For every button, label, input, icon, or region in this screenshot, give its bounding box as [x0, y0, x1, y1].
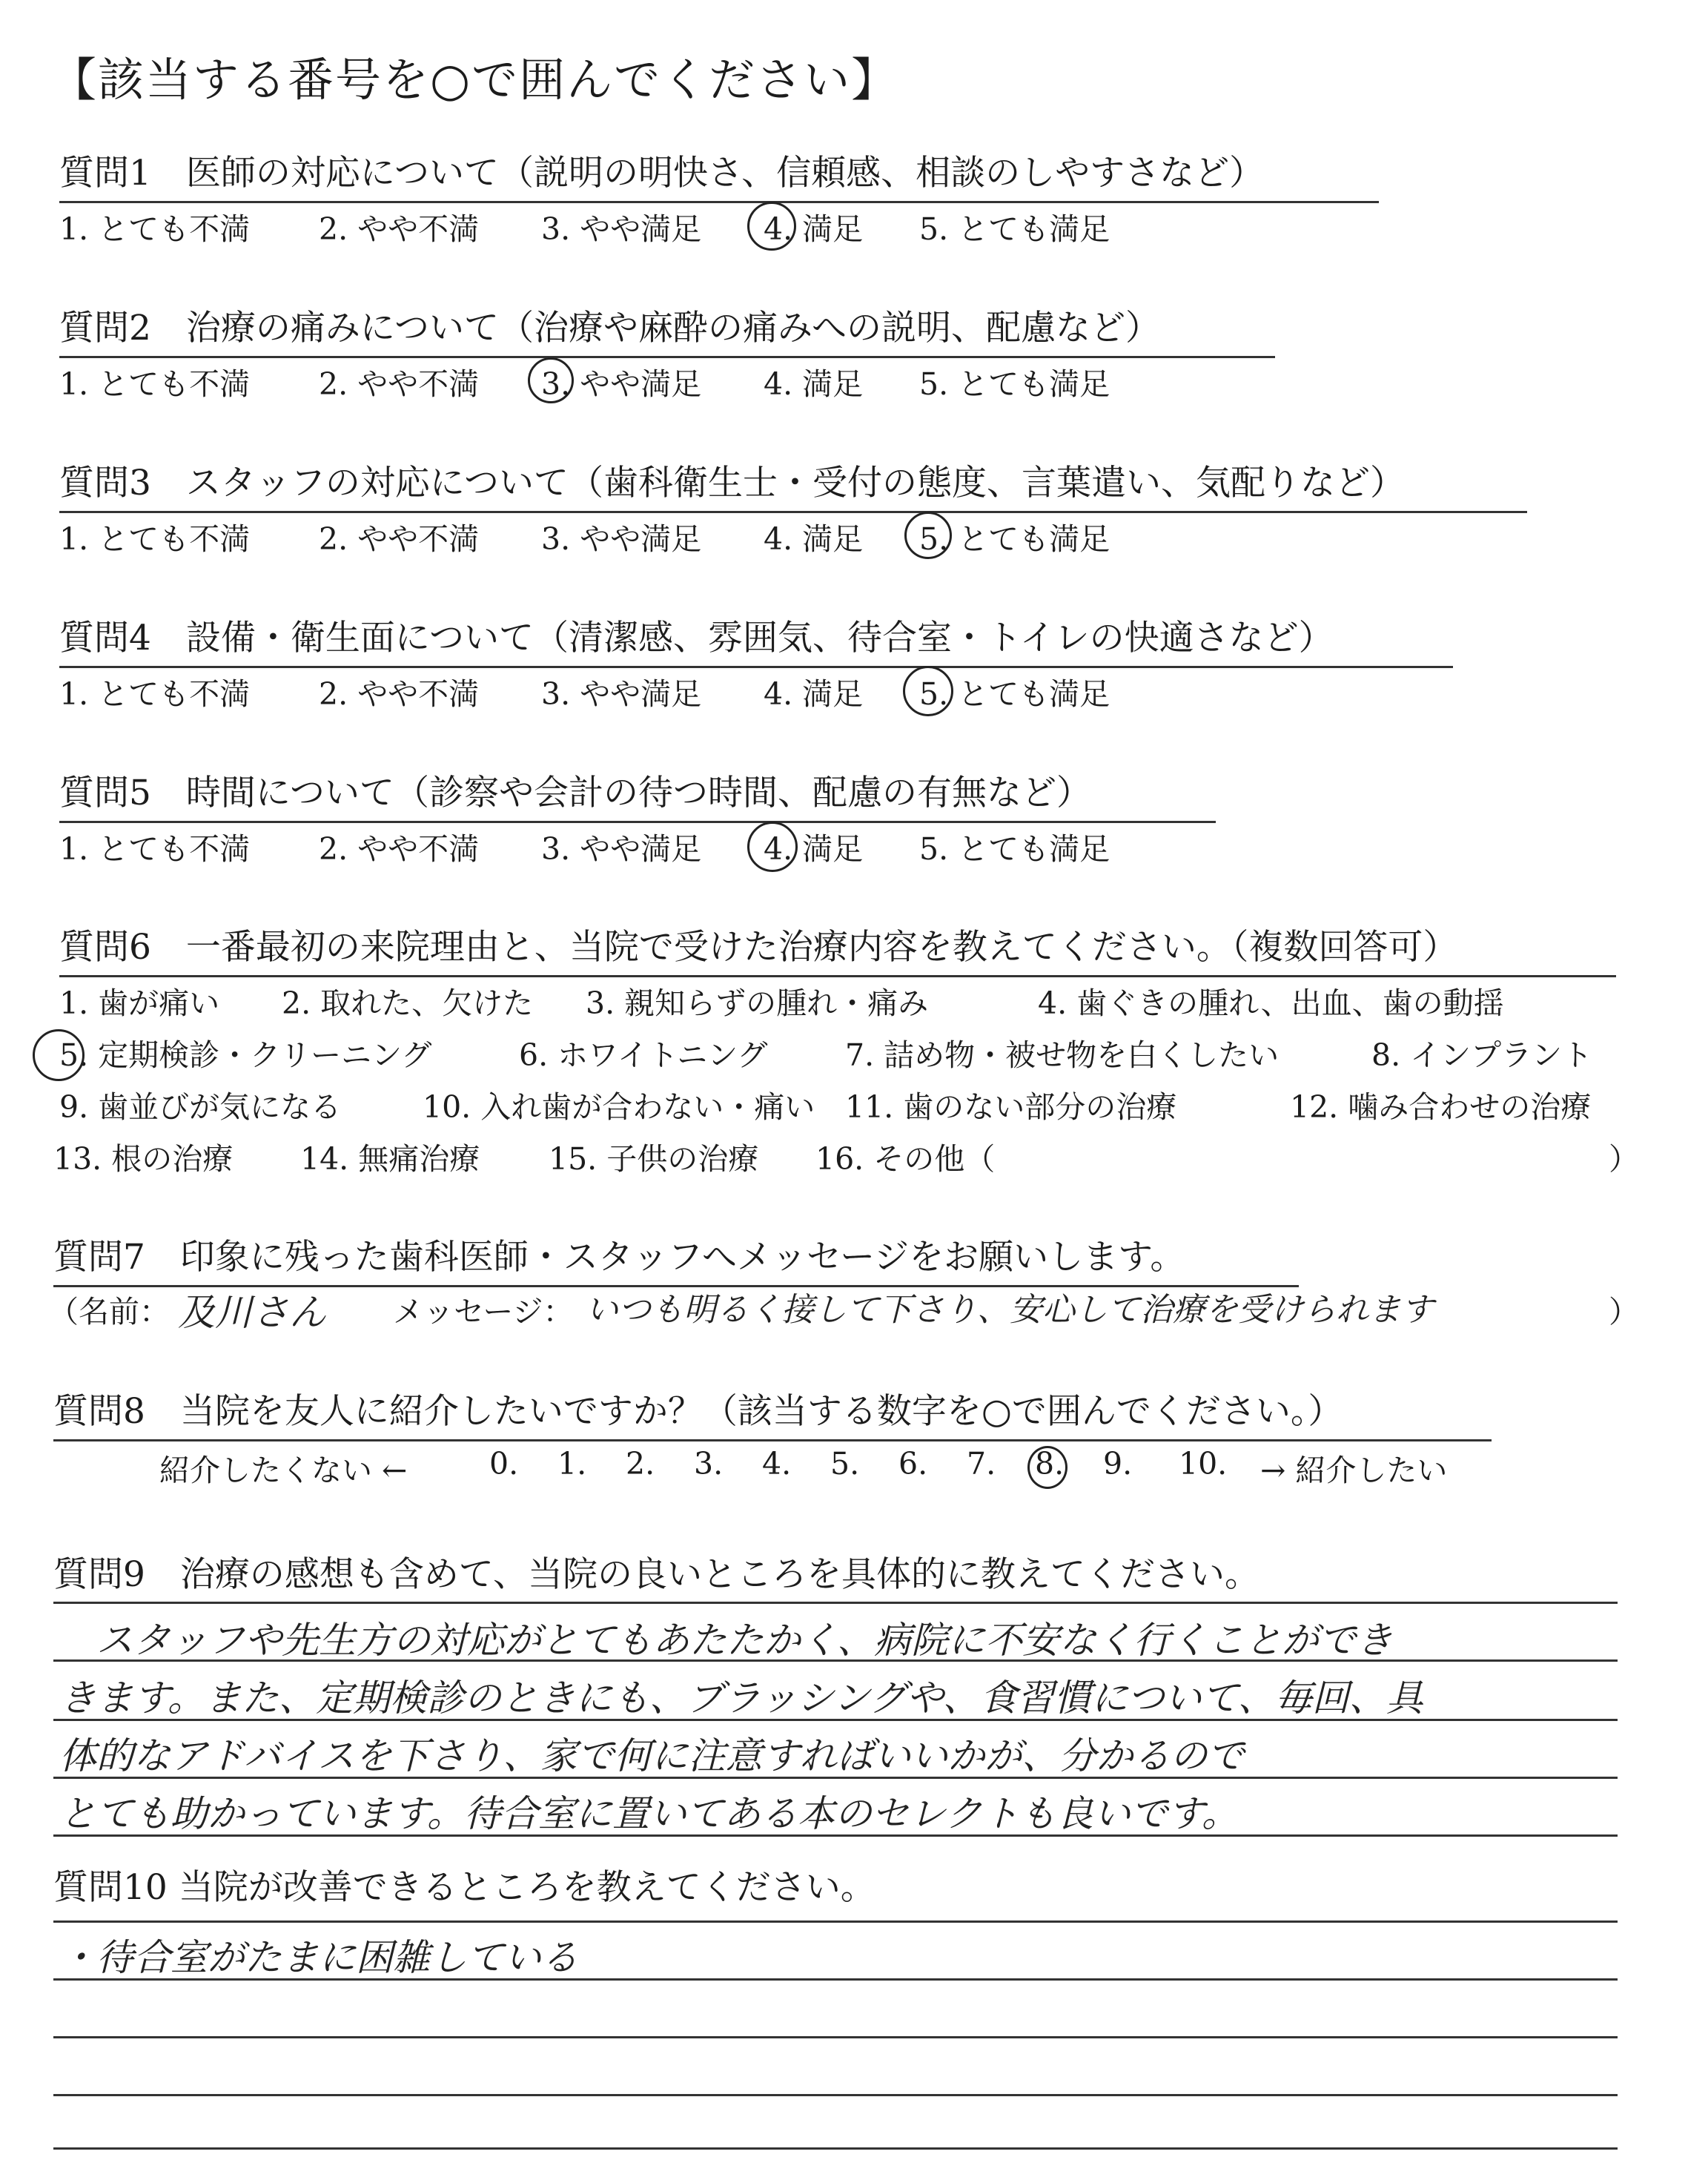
q1-option-3[interactable]: 3. やや満足	[541, 211, 702, 247]
q6-option-11[interactable]: 11. 歯のない部分の治療	[845, 1089, 1177, 1125]
question-1: 質問1 医師の対応について（説明の明快さ、信頼感、相談のしやすさなど）	[59, 145, 1379, 203]
q7-name-value[interactable]: 及川さん	[178, 1291, 326, 1334]
q1-option-1[interactable]: 1. とても不満	[59, 211, 251, 247]
q2-option-3[interactable]: 3. やや満足	[541, 366, 702, 402]
q6-option-10[interactable]: 10. 入れ歯が合わない・痛い	[423, 1089, 815, 1125]
q8-number-2[interactable]: 2.	[626, 1446, 655, 1482]
q3-option-5[interactable]: 5. とても満足	[919, 521, 1110, 557]
q2-option-1[interactable]: 1. とても不満	[59, 366, 251, 402]
q9-rule-4	[53, 1777, 1618, 1779]
q10-line-1[interactable]: ・待合室がたまに困雑している	[59, 1936, 578, 1979]
q5-option-4[interactable]: 4. 満足	[764, 831, 864, 867]
q6-option-12[interactable]: 12. 噛み合わせの治療	[1290, 1089, 1592, 1125]
q2-option-5[interactable]: 5. とても満足	[919, 366, 1110, 402]
q3-option-3[interactable]: 3. やや満足	[541, 521, 702, 557]
q10-rule-5	[53, 2147, 1618, 2150]
q5-option-2[interactable]: 2. やや不満	[319, 831, 480, 867]
q6-other-close-paren: ）	[1609, 1141, 1639, 1177]
q10-rule-2	[53, 1978, 1618, 1981]
q6-option-4[interactable]: 4. 歯ぐきの腫れ、出血、歯の動揺	[1038, 985, 1504, 1021]
q8-number-5[interactable]: 5.	[830, 1446, 860, 1482]
q1-option-2[interactable]: 2. やや不満	[319, 211, 480, 247]
q8-number-3[interactable]: 3.	[694, 1446, 724, 1482]
question-5: 質問5 時間について（診察や会計の待つ時間、配慮の有無など）	[59, 765, 1216, 823]
q3-answer-circle	[904, 512, 952, 559]
q3-option-4[interactable]: 4. 満足	[764, 521, 864, 557]
q9-rule-3	[53, 1719, 1618, 1721]
q9-line-2[interactable]: きます。また、定期検診のときにも、ブラッシングや、食習慣について、毎回、具	[59, 1677, 1423, 1720]
q7-message-value[interactable]: いつも明るく接して下さり、安心して治療を受けられます	[586, 1291, 1434, 1329]
q4-option-3[interactable]: 3. やや満足	[541, 676, 702, 712]
q4-option-2[interactable]: 2. やや不満	[319, 676, 480, 712]
q6-option-5[interactable]: 5. 定期検診・クリーニング	[59, 1037, 432, 1073]
q8-right-label: → 紹介したい	[1260, 1453, 1448, 1488]
q5-option-1[interactable]: 1. とても不満	[59, 831, 251, 867]
page-title: 【該当する番号を○で囲んでください】	[50, 53, 899, 107]
q6-option-7[interactable]: 7. 詰め物・被せ物を白くしたい	[845, 1037, 1280, 1073]
q8-left-label: 紹介したくない ←	[159, 1453, 408, 1488]
q8-number-1[interactable]: 1.	[557, 1446, 587, 1482]
q9-line-1[interactable]: スタッフや先生方の対応がとてもあたたかく、病院に不安なく行くことができ	[96, 1619, 1393, 1662]
question-2: 質問2 治療の痛みについて（治療や麻酔の痛みへの説明、配慮など）	[59, 300, 1275, 358]
question-6: 質問6 一番最初の来院理由と、当院で受けた治療内容を教えてください。（複数回答可）	[59, 919, 1616, 977]
q8-number-10[interactable]: 10.	[1179, 1446, 1228, 1482]
q10-rule-3	[53, 2036, 1618, 2038]
question-10: 質問10 当院が改善できるところを教えてください。	[53, 1867, 875, 1908]
q7-message-label: メッセージ：	[393, 1294, 574, 1330]
q8-number-7[interactable]: 7.	[967, 1446, 996, 1482]
q7-close-paren: ）	[1609, 1294, 1639, 1330]
q7-name-label: （名前：	[48, 1294, 170, 1330]
q8-number-9[interactable]: 9.	[1103, 1446, 1133, 1482]
q6-option-8[interactable]: 8. インプラント	[1371, 1037, 1593, 1073]
q9-line-3[interactable]: 体的なアドバイスを下さり、家で何に注意すればいいかが、分かるので	[59, 1734, 1245, 1777]
q8-number-4[interactable]: 4.	[762, 1446, 792, 1482]
q6-option-6[interactable]: 6. ホワイトニング	[519, 1037, 768, 1073]
q6-option-13[interactable]: 13. 根の治療	[53, 1141, 234, 1177]
question-9: 質問9 治療の感想も含めて、当院の良いところを具体的に教えてください。	[53, 1554, 1260, 1595]
q5-option-5[interactable]: 5. とても満足	[919, 831, 1110, 867]
q9-rule-1	[53, 1602, 1618, 1604]
q10-rule-1	[53, 1920, 1618, 1923]
q6-option-15[interactable]: 15. 子供の治療	[549, 1141, 759, 1177]
q9-line-4[interactable]: とても助かっています。待合室に置いてある本のセレクトも良いです。	[59, 1792, 1239, 1835]
q4-option-1[interactable]: 1. とても不満	[59, 676, 251, 712]
question-7: 質問7 印象に残った歯科医師・スタッフへメッセージをお願いします。	[53, 1229, 1299, 1287]
q1-option-5[interactable]: 5. とても満足	[919, 211, 1110, 247]
q2-answer-circle	[528, 357, 574, 403]
q6-option-1[interactable]: 1. 歯が痛い	[59, 985, 220, 1021]
q2-option-2[interactable]: 2. やや不満	[319, 366, 480, 402]
question-8: 質問8 当院を友人に紹介したいですか？（該当する数字を○で囲んでください。）	[53, 1384, 1492, 1441]
q3-option-2[interactable]: 2. やや不満	[319, 521, 480, 557]
q1-answer-circle	[747, 202, 796, 251]
q9-rule-2	[53, 1659, 1618, 1662]
q2-option-4[interactable]: 4. 満足	[764, 366, 864, 402]
q5-answer-circle	[747, 822, 798, 872]
q9-rule-5	[53, 1834, 1618, 1837]
q8-number-6[interactable]: 6.	[898, 1446, 928, 1482]
question-3: 質問3 スタッフの対応について（歯科衛生士・受付の態度、言葉遣い、気配りなど）	[59, 455, 1527, 513]
q6-answer-circle	[33, 1029, 85, 1081]
q6-option-2[interactable]: 2. 取れた、欠けた	[282, 985, 534, 1021]
q8-number-0[interactable]: 0.	[489, 1446, 519, 1482]
q4-answer-circle	[903, 666, 953, 716]
q5-option-3[interactable]: 3. やや満足	[541, 831, 702, 867]
q1-option-4[interactable]: 4. 満足	[764, 211, 864, 247]
q3-option-1[interactable]: 1. とても不満	[59, 521, 251, 557]
q10-rule-4	[53, 2094, 1618, 2096]
q6-option-9[interactable]: 9. 歯並びが気になる	[59, 1089, 342, 1125]
q6-option-3[interactable]: 3. 親知らずの腫れ・痛み	[586, 985, 929, 1021]
q4-option-4[interactable]: 4. 満足	[764, 676, 864, 712]
q8-number-8[interactable]: 8.	[1035, 1446, 1065, 1482]
q6-option-16[interactable]: 16. その他（	[815, 1141, 996, 1177]
q4-option-5[interactable]: 5. とても満足	[919, 676, 1110, 712]
question-4: 質問4 設備・衛生面について（清潔感、雰囲気、待合室・トイレの快適さなど）	[59, 610, 1453, 668]
q6-option-14[interactable]: 14. 無痛治療	[300, 1141, 480, 1177]
q8-answer-circle	[1027, 1446, 1068, 1489]
